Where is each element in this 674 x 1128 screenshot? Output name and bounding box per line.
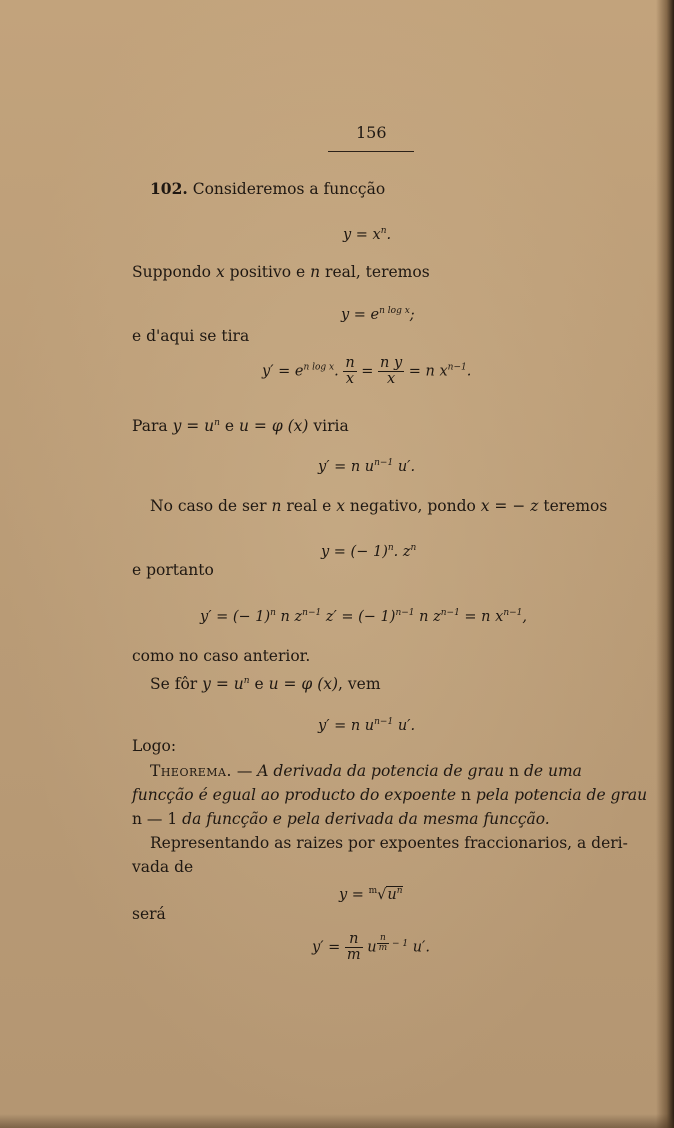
equation: y = (− 1)$^n$. $z^n$ xyxy=(321,543,417,560)
section-number: 102. xyxy=(150,179,188,198)
equation: y′ = n $u^{n-1}$ u′. xyxy=(318,458,416,475)
text-span: negativo, pondo xyxy=(349,497,476,515)
text-span: Consideremos a funcção xyxy=(192,180,386,198)
text-span: viria xyxy=(313,417,349,435)
text-span: funcção é egual ao producto do expoente xyxy=(132,786,457,804)
text-span: No caso de ser xyxy=(150,497,267,515)
page-bottom-shadow xyxy=(0,1114,674,1128)
text-span: da funcção e pela derivada da mesma funcção. xyxy=(182,810,550,828)
equation: $y' = e^{n log x}$. $\frac{n}{x}$ = $\frac{\text{n y}}{x}$ = n $x^{n-1}$. xyxy=(262,355,472,387)
equation: $y = x^n$. xyxy=(343,226,392,243)
equation: y′ = n $u^{n-1}$ u′. xyxy=(318,717,416,734)
text-span: real e xyxy=(286,497,332,515)
text-span: Para xyxy=(132,417,168,435)
equation: $y = ^m√u^n$ xyxy=(339,886,403,903)
text-span: n xyxy=(460,786,471,804)
paragraph-line: No caso de ser n real e x negativo, pondo x = − z teremos xyxy=(150,497,608,515)
text-span: vem xyxy=(347,675,381,693)
paragraph-line xyxy=(150,179,385,199)
paragraph-line: Representando as raizes por expoentes fraccionarios, a deri- xyxy=(150,834,628,852)
paragraph-line: vada de xyxy=(132,858,194,876)
text-span: A derivada da potencia de grau xyxy=(257,762,505,780)
text-span: e xyxy=(224,417,235,435)
text-span: positivo e xyxy=(229,263,306,281)
text-span: Suppondo xyxy=(132,263,212,281)
text-span: n — 1 xyxy=(132,810,178,828)
header-rule xyxy=(328,151,414,152)
page-edge-shadow xyxy=(656,0,674,1128)
equation: $y = e^{n log x}$; xyxy=(341,306,415,323)
paragraph-line: será xyxy=(132,905,166,923)
paragraph-line: Logo: xyxy=(132,737,177,755)
theorem-line xyxy=(132,809,550,829)
text-span: real, teremos xyxy=(325,263,430,281)
text-span: pela potencia de grau xyxy=(475,786,648,804)
paragraph-line: como no caso anterior. xyxy=(132,647,311,665)
theorem-label: Theorema. xyxy=(150,762,232,780)
paragraph-line: e portanto xyxy=(132,561,214,579)
text-span: de uma xyxy=(523,762,582,780)
text-span: — xyxy=(231,762,258,780)
text-span: teremos xyxy=(543,497,608,515)
text-span: e xyxy=(254,675,264,693)
paragraph-line: Se fôr $y = u^n$ e u = φ (x), vem xyxy=(150,675,381,693)
theorem-line xyxy=(132,785,647,805)
paragraph-line: Para $y = u^n$ e u = φ (x) viria xyxy=(132,417,349,435)
equation: y′ = $\frac{n}{m}$ u $^{\frac{n}{m} - 1}$ u′. xyxy=(312,931,430,963)
theorem-line xyxy=(150,761,582,781)
page-number: 156 xyxy=(356,123,387,142)
paragraph-line: e d'aqui se tira xyxy=(132,327,250,345)
paragraph-line: Suppondo x positivo e n real, teremos xyxy=(132,263,430,281)
equation: y′ = (− 1)$^n$ n $z^{n-1}$ z′ = (− 1)$^{n-1}$ n $z^{n-1} = n$ $x^{n-1}$, xyxy=(200,608,527,625)
text-span: n xyxy=(509,762,520,780)
text-span: Se fôr xyxy=(150,675,198,693)
